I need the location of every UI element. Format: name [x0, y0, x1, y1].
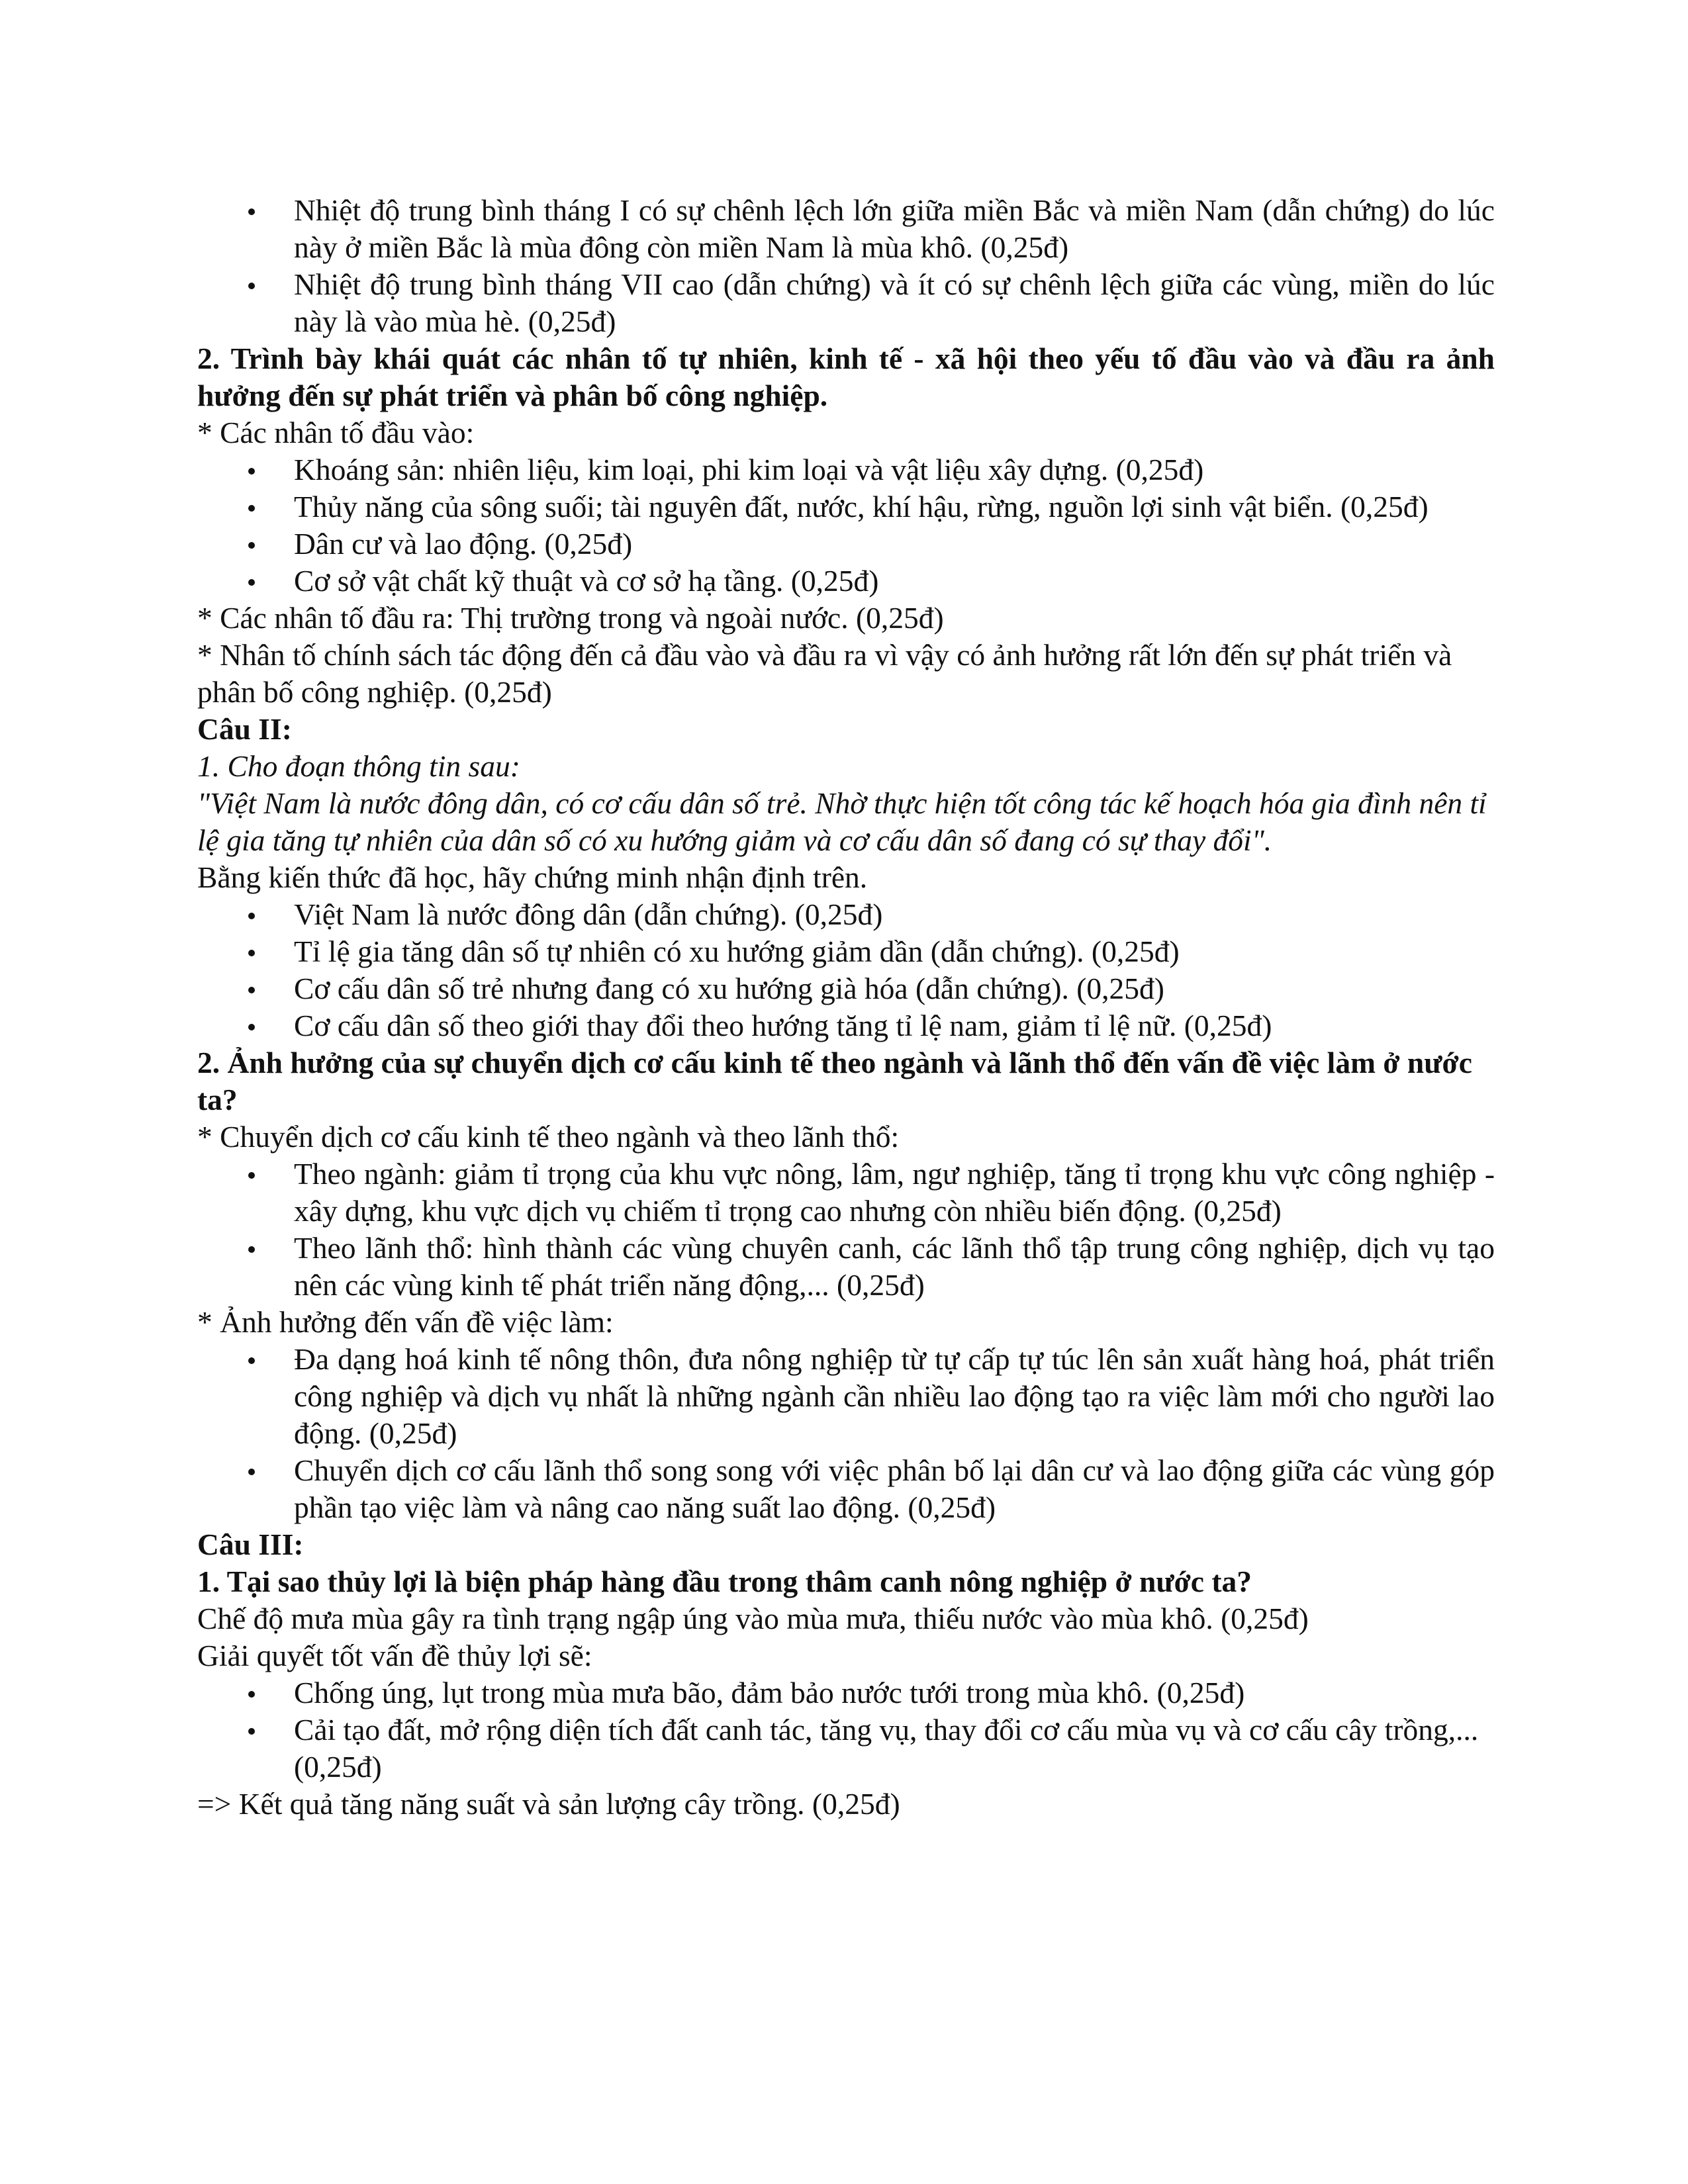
answer-line: Giải quyết tốt vấn đề thủy lợi sẽ:: [197, 1639, 592, 1672]
effect-heading: * Ảnh hưởng đến vấn đề việc làm:: [197, 1305, 614, 1339]
result-line: => Kết quả tăng năng suất và sản lượng cây trồng. (0,25đ): [197, 1787, 900, 1821]
outputs-line: * Các nhân tố đầu ra: Thị trường trong và ngoài nước. (0,25đ): [197, 601, 944, 635]
list-item: Dân cư và lao động. (0,25đ): [294, 525, 1495, 563]
question-title: 2. Ảnh hưởng của sự chuyển dịch cơ cấu kinh tế theo ngành và lãnh thổ đến vấn đề việc làm ở nước ta?: [197, 1046, 1472, 1116]
section-heading: Câu III:: [197, 1527, 304, 1561]
effect-list: [197, 1341, 1495, 1526]
section-heading: Câu II:: [197, 712, 292, 746]
list-item: Nhiệt độ trung bình tháng VII cao (dẫn chứng) và ít có sự chênh lệch giữa các vùng, miền do lúc này là vào mùa hè. (0,25đ): [294, 266, 1495, 340]
list-item: Khoáng sản: nhiên liệu, kim loại, phi kim loại và vật liệu xây dựng. (0,25đ): [294, 451, 1495, 488]
list-item: Cơ cấu dân số theo giới thay đổi theo hướng tăng tỉ lệ nam, giảm tỉ lệ nữ. (0,25đ): [294, 1007, 1495, 1044]
answer-line: Chế độ mưa mùa gây ra tình trạng ngập úng vào mùa mưa, thiếu nước vào mùa khô. (0,25đ): [197, 1602, 1309, 1635]
irrigation-list: [197, 1674, 1495, 1786]
list-item: Chống úng, lụt trong mùa mưa bão, đảm bảo nước tưới trong mùa khô. (0,25đ): [294, 1674, 1495, 1711]
list-item: Thủy năng của sông suối; tài nguyên đất, nước, khí hậu, rừng, nguồn lợi sinh vật biển. (0,25đ): [294, 488, 1495, 525]
list-item: Tỉ lệ gia tăng dân số tự nhiên có xu hướng giảm dần (dẫn chứng). (0,25đ): [294, 933, 1495, 970]
document-page: [197, 192, 1495, 1823]
list-item: Nhiệt độ trung bình tháng I có sự chênh lệch lớn giữa miền Bắc và miền Nam (dẫn chứng) do lúc này ở miền Bắc là mùa đông còn miền Nam là mùa khô. (0,25đ): [294, 192, 1495, 266]
list-item: Đa dạng hoá kinh tế nông thôn, đưa nông nghiệp từ tự cấp tự túc lên sản xuất hàng hoá, phát triển công nghiệp và dịch vụ nhất là những ngành cần nhiều lao động tạo ra việc làm mới cho người lao động. (0,25đ): [294, 1341, 1495, 1452]
list-item: Theo ngành: giảm tỉ trọng của khu vực nông, lâm, ngư nghiệp, tăng tỉ trọng khu vực công nghiệp - xây dựng, khu vực dịch vụ chiếm tỉ trọng cao nhưng còn nhiều biến động. (0,25đ): [294, 1156, 1495, 1230]
list-item: Theo lãnh thổ: hình thành các vùng chuyên canh, các lãnh thổ tập trung công nghiệp, dịch vụ tạo nên các vùng kinh tế phát triển năng động,... (0,25đ): [294, 1230, 1495, 1304]
question-title: 2. Trình bày khái quát các nhân tố tự nhiên, kinh tế - xã hội theo yếu tố đầu vào và đầu ra ảnh hưởng đến sự phát triển và phân bố công nghiệp.: [197, 341, 1495, 412]
question-title: 1. Tại sao thủy lợi là biện pháp hàng đầu trong thâm canh nông nghiệp ở nước ta?: [197, 1565, 1252, 1598]
inputs-list: [197, 451, 1495, 600]
policy-line: * Nhân tố chính sách tác động đến cả đầu vào và đầu ra vì vậy có ảnh hưởng rất lớn đến sự phát triển và phân bố công nghiệp. (0,25đ): [197, 638, 1452, 709]
list-item: Chuyển dịch cơ cấu lãnh thổ song song với việc phân bố lại dân cư và lao động giữa các vùng góp phần tạo việc làm và nâng cao năng suất lao động. (0,25đ): [294, 1452, 1495, 1526]
list-item: Cải tạo đất, mở rộng diện tích đất canh tác, tăng vụ, thay đổi cơ cấu mùa vụ và cơ cấu cây trồng,... (0,25đ): [294, 1711, 1495, 1786]
temperature-list: [197, 192, 1495, 340]
list-item: Việt Nam là nước đông dân (dẫn chứng). (0,25đ): [294, 896, 1495, 933]
question-task: Bằng kiến thức đã học, hãy chứng minh nhận định trên.: [197, 860, 868, 894]
inputs-heading: * Các nhân tố đầu vào:: [197, 416, 475, 449]
question-prompt: 1. Cho đoạn thông tin sau:: [197, 749, 520, 783]
shift-list: [197, 1156, 1495, 1304]
population-list: [197, 896, 1495, 1044]
list-item: Cơ sở vật chất kỹ thuật và cơ sở hạ tầng. (0,25đ): [294, 563, 1495, 600]
list-item: Cơ cấu dân số trẻ nhưng đang có xu hướng già hóa (dẫn chứng). (0,25đ): [294, 970, 1495, 1007]
quote-text: "Việt Nam là nước đông dân, có cơ cấu dân số trẻ. Nhờ thực hiện tốt công tác kế hoạch hóa gia đình nên tỉ lệ gia tăng tự nhiên của dân số có xu hướng giảm và cơ cấu dân số đang có sự thay đổi".: [197, 786, 1487, 857]
shift-heading: * Chuyển dịch cơ cấu kinh tế theo ngành và theo lãnh thổ:: [197, 1120, 900, 1154]
